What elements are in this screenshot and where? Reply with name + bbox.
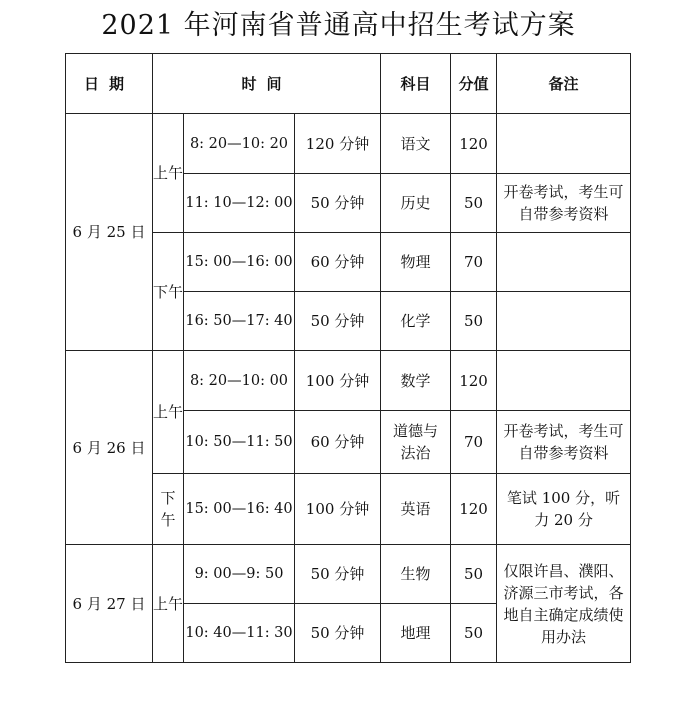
score-cell: 70 bbox=[451, 411, 497, 474]
score-cell: 120 bbox=[451, 351, 497, 411]
duration-cell: 120 分钟 bbox=[295, 114, 381, 174]
time-cell: 15: 00—16: 00 bbox=[184, 233, 295, 292]
note-cell: 笔试 100 分，听力 20 分 bbox=[497, 474, 631, 545]
period-cell: 下午 bbox=[153, 233, 184, 351]
subject-cell: 道德与法治 bbox=[381, 411, 451, 474]
score-cell: 50 bbox=[451, 604, 497, 663]
time-cell: 16: 50—17: 40 bbox=[184, 292, 295, 351]
date-cell: 6 月 27 日 bbox=[66, 545, 153, 663]
table-row bbox=[66, 114, 631, 174]
exam-schedule-table bbox=[65, 53, 631, 663]
period-cell: 上午 bbox=[153, 545, 184, 663]
subject-cell: 语文 bbox=[381, 114, 451, 174]
period-cell: 上午 bbox=[153, 351, 184, 474]
score-cell: 50 bbox=[451, 174, 497, 233]
time-cell: 8: 20—10: 20 bbox=[184, 114, 295, 174]
duration-cell: 100 分钟 bbox=[295, 474, 381, 545]
date-cell: 6 月 25 日 bbox=[66, 114, 153, 351]
duration-cell: 60 分钟 bbox=[295, 233, 381, 292]
time-cell: 11: 10—12: 00 bbox=[184, 174, 295, 233]
subject-cell: 物理 bbox=[381, 233, 451, 292]
header-notes: 备注 bbox=[497, 54, 631, 114]
note-cell bbox=[497, 292, 631, 351]
subject-cell: 历史 bbox=[381, 174, 451, 233]
table-row bbox=[66, 545, 631, 604]
duration-cell: 50 分钟 bbox=[295, 174, 381, 233]
header-row bbox=[66, 54, 631, 114]
subject-cell: 生物 bbox=[381, 545, 451, 604]
time-cell: 9: 00—9: 50 bbox=[184, 545, 295, 604]
note-cell bbox=[497, 114, 631, 174]
duration-cell: 50 分钟 bbox=[295, 292, 381, 351]
note-cell bbox=[497, 351, 631, 411]
duration-cell: 50 分钟 bbox=[295, 545, 381, 604]
note-cell: 仅限许昌、濮阳、济源三市考试，各地自主确定成绩使用办法 bbox=[497, 545, 631, 663]
score-cell: 120 bbox=[451, 114, 497, 174]
note-cell: 开卷考试，考生可自带参考资料 bbox=[497, 411, 631, 474]
duration-cell: 60 分钟 bbox=[295, 411, 381, 474]
time-cell: 10: 50—11: 50 bbox=[184, 411, 295, 474]
note-cell bbox=[497, 233, 631, 292]
time-cell: 15: 00—16: 40 bbox=[184, 474, 295, 545]
score-cell: 50 bbox=[451, 292, 497, 351]
document-title: 2021 年河南省普通高中招生考试方案 bbox=[101, 10, 576, 41]
duration-cell: 50 分钟 bbox=[295, 604, 381, 663]
score-cell: 120 bbox=[451, 474, 497, 545]
header-time: 时间 bbox=[153, 54, 381, 114]
note-cell: 开卷考试，考生可自带参考资料 bbox=[497, 174, 631, 233]
period-cell: 上午 bbox=[153, 114, 184, 233]
time-cell: 8: 20—10: 00 bbox=[184, 351, 295, 411]
score-cell: 70 bbox=[451, 233, 497, 292]
period-cell: 下午 bbox=[153, 474, 184, 545]
time-cell: 10: 40—11: 30 bbox=[184, 604, 295, 663]
table-row bbox=[66, 351, 631, 411]
header-subject: 科目 bbox=[381, 54, 451, 114]
duration-cell: 100 分钟 bbox=[295, 351, 381, 411]
subject-cell: 数学 bbox=[381, 351, 451, 411]
subject-cell: 英语 bbox=[381, 474, 451, 545]
header-score: 分值 bbox=[451, 54, 497, 114]
header-date: 日期 bbox=[66, 54, 153, 114]
subject-cell: 地理 bbox=[381, 604, 451, 663]
score-cell: 50 bbox=[451, 545, 497, 604]
subject-cell: 化学 bbox=[381, 292, 451, 351]
date-cell: 6 月 26 日 bbox=[66, 351, 153, 545]
